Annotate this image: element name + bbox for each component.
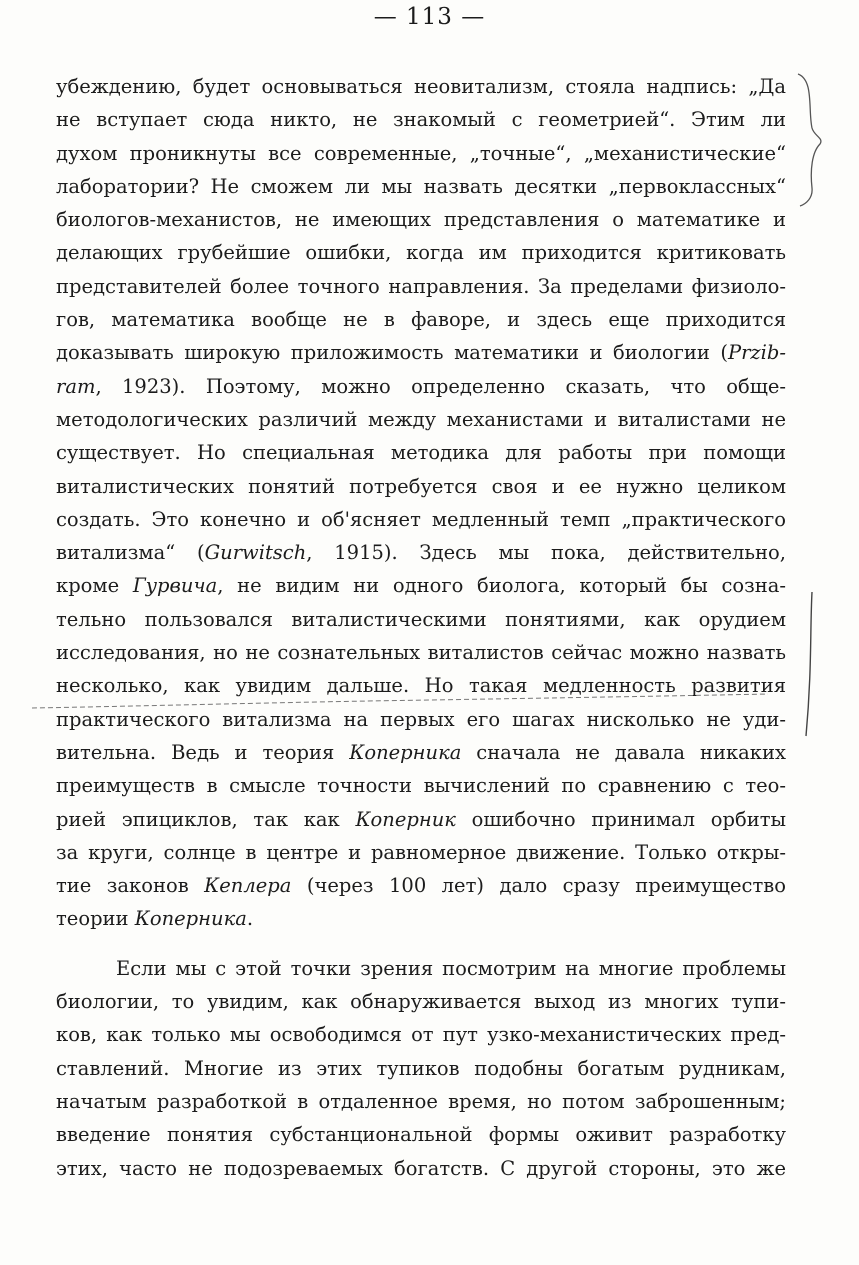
text-line: Если мы с этой точки зрения посмотрим на многие проблемы — [116, 956, 786, 980]
italic-term: Коперник — [349, 740, 450, 764]
text-line: тие законов Кеплера (через 100 лет) дало сразу преимущество — [56, 874, 786, 898]
text-line: убеждению, будет основываться неовитализм, стояла надпись: „Да — [56, 75, 786, 98]
italic-term: Гурвича — [132, 574, 218, 598]
text-line: биологов-механистов, не имеющих представления о математике и — [56, 208, 786, 232]
text-line: преимуществ в смысле точности вычислений по сравнению с тео- — [56, 774, 786, 798]
text-line: исследования, но не сознательных виталистов сейчас можно назвать — [56, 641, 786, 665]
text-line: гов, математика вообще не в фаворе, и здесь еще приходится — [56, 308, 786, 332]
margin-vertical-mark — [800, 590, 820, 740]
italic-term: Przib- — [727, 341, 786, 365]
italic-term: Коперника — [349, 740, 462, 764]
text-line: существует. Но специальная методика для работы при помощи — [56, 441, 786, 465]
italic-term: Коперник — [134, 907, 236, 931]
text-line: духом проникнуты все современные, „точные“, „механистические“ — [56, 141, 786, 165]
italic-term: Коперника — [134, 907, 247, 931]
text-line: представителей более точного направления. За пределами физиоло- — [56, 274, 786, 298]
italic-term: ram — [56, 374, 96, 398]
text-line: делающих грубейшие ошибки, когда им приходится критиковать — [56, 241, 786, 265]
text-line: рией эпициклов, так как Коперник ошибочно принимал орбиты — [56, 807, 786, 831]
text-line: кроме Гурвича, не видим ни одного биолога, который бы созна- — [56, 574, 786, 598]
text-line: доказывать широкую приложимость математики и биологии (Przib- — [56, 341, 786, 365]
text-line: теории Коперника. — [56, 907, 254, 931]
text-body — [56, 70, 786, 1185]
text-line: методологических различий между механистами и виталистами не — [56, 407, 786, 431]
text-line: не вступает сюда никто, не знакомый с геометрией“. Этим ли — [56, 108, 786, 132]
italic-term: Кеплера — [204, 874, 292, 898]
text-line: практического витализма на первых его шагах нисколько не уди- — [56, 707, 786, 731]
text-line: лаборатории? Не сможем ли мы назвать десятки „первоклассных“ — [56, 174, 786, 198]
text-line: биологии, то увидим, как обнаруживается выход из многих тупи- — [56, 990, 786, 1014]
text-line: ram, 1923). Поэтому, можно определенно сказать, что обще- — [56, 374, 786, 398]
paragraph-gap — [56, 936, 786, 952]
text-line: несколько, как увидим дальше. Но такая медленность развития — [56, 674, 786, 698]
text-line: создать. Это конечно и об'ясняет медленный темп „практического — [56, 507, 786, 531]
pencil-underline-mark — [30, 688, 770, 718]
text-line: за круги, солнце в центре и равномерное движение. Только откры- — [56, 840, 786, 864]
text-line: витализма“ (Gurwitsch, 1915). Здесь мы пока, действительно, — [56, 541, 786, 565]
text-line: вительна. Ведь и теория Коперника сначала не давала никаких — [56, 740, 786, 764]
margin-brace-mark — [790, 70, 830, 210]
text-line: виталистических понятий потребуется своя и ее нужно целиком — [56, 474, 786, 498]
italic-term: Коперник — [355, 807, 456, 831]
text-line: ставлений. Многие из этих тупиков подобны богатым рудникам, — [56, 1056, 786, 1080]
text-line: начатым разработкой в отдаленное время, но потом заброшенным; — [56, 1089, 786, 1113]
italic-term: Gurwitsch — [204, 541, 307, 565]
text-line: введение понятия субстанциональной формы оживит разработку — [56, 1123, 786, 1147]
text-line: ков, как только мы освободимся от пут узко-механистических пред- — [56, 1023, 786, 1047]
page-number: — 113 — — [373, 4, 486, 30]
text-line: тельно пользовался виталистическими понятиями, как орудием — [56, 607, 786, 631]
text-line: этих, часто не подозреваемых богатств. С другой стороны, это же — [56, 1156, 786, 1180]
